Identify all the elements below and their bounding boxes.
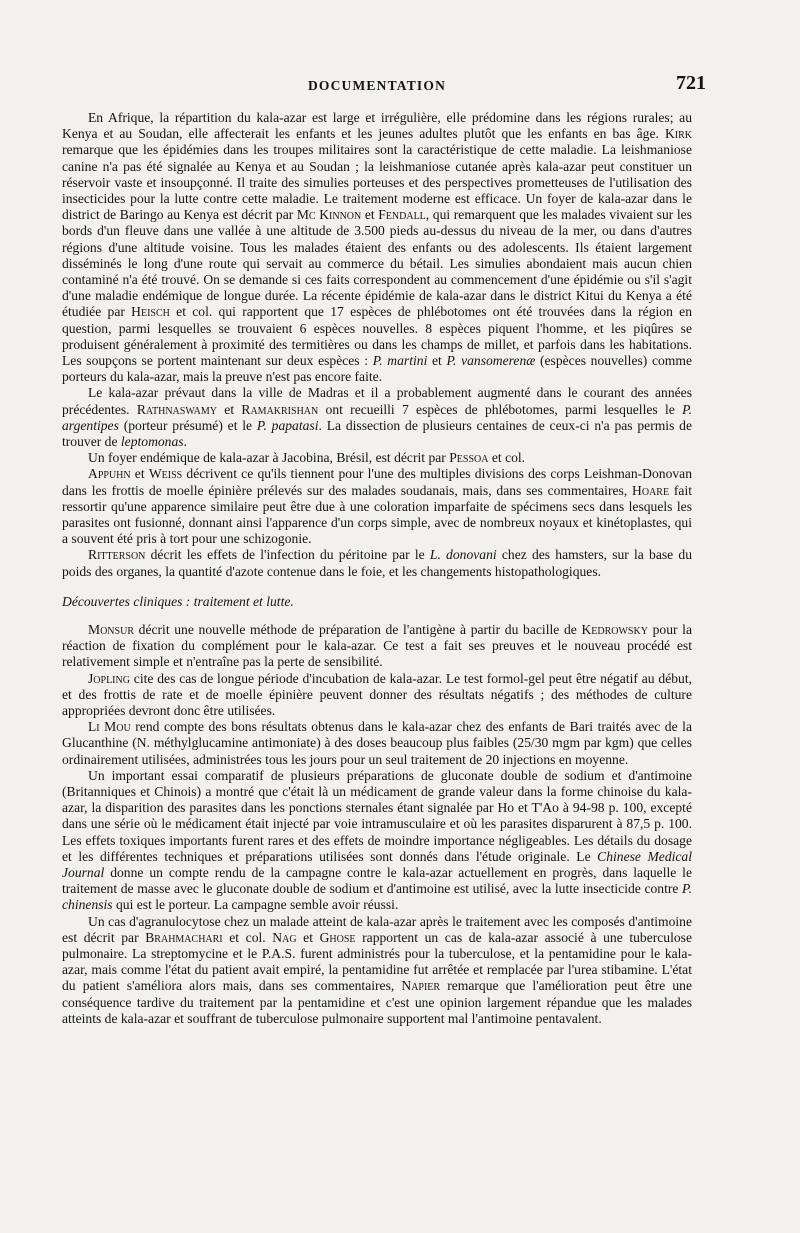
text-run: et col. bbox=[488, 450, 526, 466]
italic-term: P. vansomerenæ bbox=[446, 353, 536, 369]
text-run: Un foyer endémique de kala-azar à Jacobina, Brésil, est décrit par bbox=[88, 450, 450, 466]
paragraph bbox=[62, 450, 692, 466]
text-run: Un important essai comparatif de plusieurs préparations de gluconate double de sodium et d'antimoine (Britanniques et Chinois) a montré que c'était là un médicament de grande valeur dans la forme chinoise du kala-azar, la disparition des parasites dans les ponctions sternales étant signalée par Ho et T'Ao à 94-98 p. 100, excepté dans une série où le médicament était injecté par voie intramusculaire et où les parasites disparurent à 87,5 p. 100. Les effets toxiques importants furent rares et des effets de moindre importance négligeables. Les détails du dosage et les différentes techniques et préparations utilisées sont donnés dans l'étude originale. Le bbox=[62, 767, 692, 864]
section-heading: Découvertes cliniques : traitement et lutte. bbox=[62, 593, 294, 609]
paragraph bbox=[62, 671, 692, 720]
author-name: Rathnaswamy bbox=[136, 401, 218, 417]
text-run: chez des hamsters, sur la base du poids des organes, la quantité d'azote contenue dans le foie, et les changements histopathologiques. bbox=[62, 547, 693, 579]
author-name: Weiss bbox=[148, 466, 183, 482]
author-name: Ramakrishan bbox=[241, 401, 319, 417]
text-run: remarque que l'amélioration peut être une conséquence tardive du traitement par la pentamidine et c'est une opinion largement répandue que les malades atteints de kala-azar et souffrant de tuberculose pulmonaire supportent mal l'antimoine pentavalent. bbox=[62, 978, 692, 1026]
text-run: qui est le porteur. La campagne semble avoir réussi. bbox=[112, 897, 399, 913]
text-run: rend compte des bons résultats obtenus dans le kala-azar chez des enfants de Bari traités avec de la Glucanthine (N. méthylglucamine antimoniate) à des doses beaucoup plus faibles (25/30 mgm par kgm) que celles ordinairement utilisées, administrées tous les jours pour un seul traitement de 20 injections en moyenne. bbox=[62, 719, 692, 767]
text-run: (porteur présumé) et le bbox=[118, 417, 257, 433]
text-run: et bbox=[361, 207, 379, 223]
running-title: DOCUMENTATION bbox=[307, 78, 447, 93]
author-name: Kirk bbox=[664, 126, 692, 142]
text-run: et col. qui rapportent que 17 espèces de phlébotomes ont été trouvées dans la région en question, parmi lesquelles se trouvaient 6 espèces nouvelles. 8 espèces piquent l'homme, et les piqûres se produisent généralement à proximité des termitières ou dans les champs de millet, et parfois dans les habitations. Les soupçons se portent maintenant sur deux espèces : bbox=[62, 304, 692, 369]
text-run: (espèces nouvelles) comme porteurs du kala-azar, mais la preuve n'est pas encore faite. bbox=[62, 353, 692, 385]
italic-term: P. argentipes bbox=[62, 401, 693, 433]
paragraph bbox=[62, 719, 692, 768]
text-run: Le kala-azar prévaut dans la ville de Madras et il a probablement augmenté dans le courant des années précédentes. bbox=[62, 385, 692, 417]
paragraph bbox=[62, 385, 692, 450]
author-name: Hoare bbox=[632, 482, 670, 498]
text-run: décrit une nouvelle méthode de préparation de l'antigène à partir du bacille de bbox=[133, 621, 582, 637]
paragraph bbox=[62, 768, 692, 914]
italic-term: Chinese Medical Journal bbox=[62, 848, 693, 880]
paragraph bbox=[62, 622, 692, 671]
author-name: Monsur bbox=[88, 621, 134, 637]
text-run: fait ressortir qu'une apparence similaire peut être due à une coloration imparfaite de spécimens secs dans lesquels les parasites ont fusionné, donnant ainsi l'apparence d'un corps simple, avec de nombreux noyaux et kinétoplastes, qui a souvent été pris à tort pour une schizogonie. bbox=[62, 482, 692, 547]
italic-term: leptomonas bbox=[120, 434, 184, 450]
body-text bbox=[62, 110, 692, 1027]
text-run: et col. bbox=[222, 929, 273, 945]
text-run: pour la réaction de fixation du complément pour le kala-azar. Ce test a fait ses preuves et le nouveau procédé est relativement simple et n'entraîne pas la perte de sensibilité. bbox=[62, 621, 692, 670]
italic-term: P. martini bbox=[372, 353, 428, 369]
text-run: rapportent un cas de kala-azar associé à une tuberculose pulmonaire. La streptomycine et le P.A.S. furent administrés pour la tuberculose, et la pentamidine pour le kala-azar, mais comme l'état du patient avait empiré, la pentamidine fut arrêtée et remplacée par l'urea stibamine. L'état du patient s'améliora alors mais, dans ses commentaires, bbox=[62, 929, 692, 994]
author-name: Nag bbox=[272, 929, 297, 945]
text-run: décrit les effets de l'infection du péritoine par le bbox=[145, 547, 430, 563]
author-name: Kedrowsky bbox=[581, 621, 648, 637]
author-name: Ghose bbox=[319, 929, 356, 945]
text-run: . La dissection de plusieurs centaines de ceux-ci n'a pas permis de trouver de bbox=[62, 417, 692, 450]
author-name: Brahmachari bbox=[145, 929, 223, 945]
running-head bbox=[62, 72, 706, 102]
text-run: et bbox=[130, 466, 149, 482]
author-name: Heisch bbox=[131, 304, 170, 320]
text-run: ont recueilli 7 espèces de phlébotomes, parmi lesquelles le bbox=[318, 401, 683, 417]
text-run: , qui remarquent que les malades vivaient sur les bords d'un fleuve dans une vallée à une altitude de 3.500 pieds au-dessus du niveau de la mer, ou dans d'autres régions d'une altitude voisine. Tous les malades étaient des enfants ou des adolescents. Ils étaient largement disséminés le long d'une route qui servait au commerce du bétail. Les simulies abondaient mais aucun chien contaminé n'a été trouvé. On se demande si ces faits correspondent au commencement d'une épidémie ou s'il s'agit d'une maladie endémique de longue durée. La récente épidémie de kala-azar dans le district Kitui du Kenya a été étudiée par bbox=[62, 207, 692, 320]
italic-term: L. donovani bbox=[429, 547, 497, 563]
italic-term: P. papatasi bbox=[256, 417, 319, 433]
text-run: décrivent ce qu'ils tiennent pour l'une des multiples divisions des corps Leishman-Donovan dans les frottis de moelle épinière prélevés sur des malades soudanais, mais, dans ses commentaires, bbox=[62, 466, 692, 498]
paragraph bbox=[62, 466, 692, 547]
text-run: et bbox=[427, 353, 447, 369]
author-name: Mc Kinnon bbox=[296, 207, 362, 223]
author-name: Fendall bbox=[378, 207, 426, 223]
paragraph bbox=[62, 110, 692, 385]
paragraph bbox=[62, 547, 692, 579]
text-run: En Afrique, la répartition du kala-azar est large et irrégulière, elle prédomine dans les régions rurales; au Kenya et au Soudan, elle affecterait les enfants et les jeunes adultes plutôt que les enfants en bas âge. bbox=[62, 110, 692, 142]
text-run: remarque que les épidémies dans les troupes militaires sont la caractéristique de cette maladie. La leishmaniose canine n'a pas été signalée au Kenya et au Soudan ; la leishmaniose cutanée après kala-azar peut constituer un réservoir vaste et insoupçonné. Il traite des simulies porteuses et des perspectives prometteuses de l'utilisation des insecticides pour la lutte contre cette maladie. Le traitement moderne est efficace. Un foyer de kala-azar dans le district de Baringo au Kenya est décrit par bbox=[62, 142, 692, 223]
author-name: Appuhn bbox=[88, 466, 131, 482]
author-name: Napier bbox=[401, 978, 441, 994]
text-run: et bbox=[296, 929, 320, 945]
italic-term: P. chinensis bbox=[62, 881, 692, 913]
author-name: Jopling bbox=[88, 670, 130, 686]
text-run: . bbox=[183, 434, 187, 450]
paragraph bbox=[62, 914, 692, 1027]
author-name: Li Mou bbox=[88, 719, 131, 735]
text-run: Un cas d'agranulocytose chez un malade atteint de kala-azar après le traitement avec les composés d'antimoine est décrit par bbox=[62, 913, 692, 945]
author-name: Ritterson bbox=[88, 547, 146, 563]
text-run: donne un compte rendu de la campagne contre le kala-azar actuellement en progrès, dans laquelle le traitement de masse avec le gluconate double de sodium et d'antimoine est utilisé, avec la lutte insecticide contre bbox=[62, 864, 692, 897]
page-number: 721 bbox=[676, 72, 706, 94]
text-run: et bbox=[217, 401, 242, 417]
author-name: Pessoa bbox=[449, 450, 489, 466]
text-run: cite des cas de longue période d'incubation de kala-azar. Le test formol-gel peut être négatif au début, et des frottis de rate et de moelle épinière peuvent donner des résultats négatifs ; des méthodes de culture appropriées devront donc être utilisées. bbox=[62, 670, 692, 718]
